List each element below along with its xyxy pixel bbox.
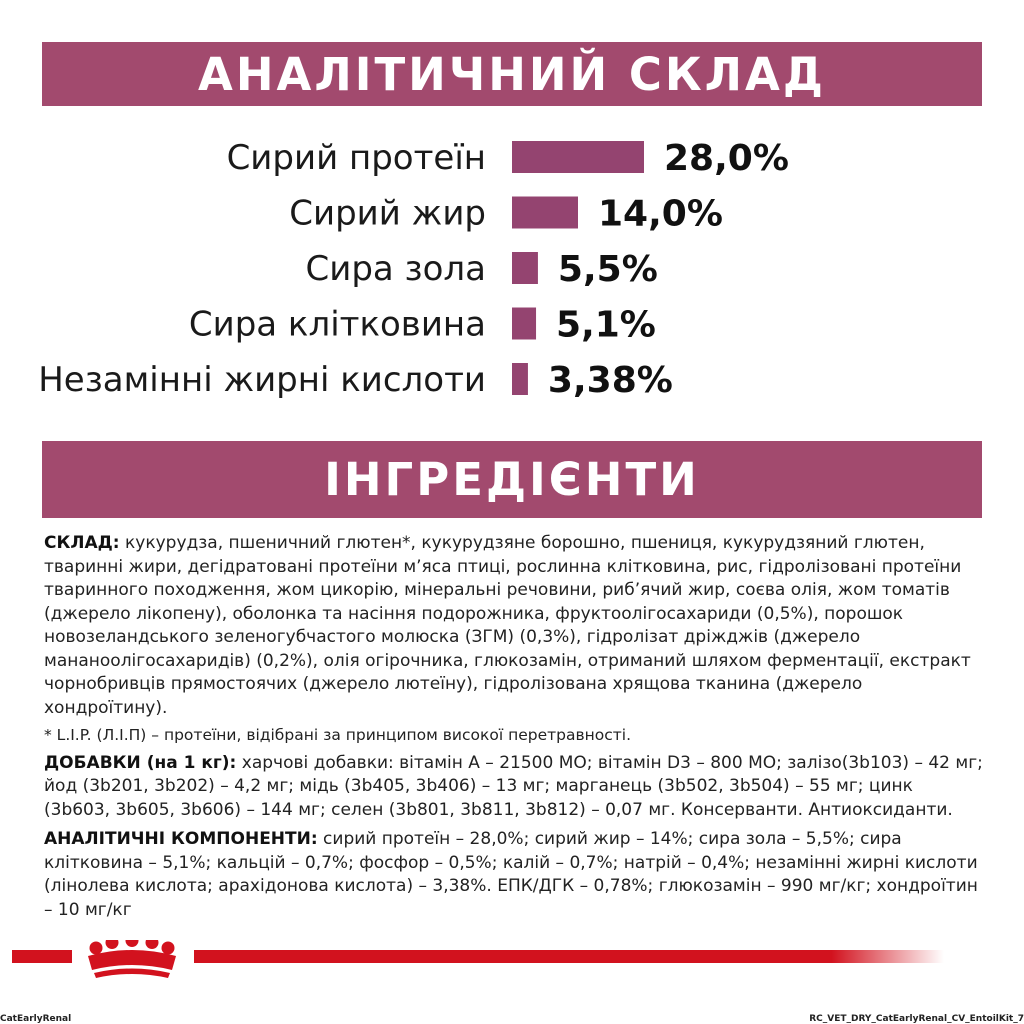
category-label: Сирий жир xyxy=(289,193,486,234)
crown-logo-icon xyxy=(88,940,176,978)
footnote: * L.I.P. (Л.І.П) – протеїни, відібрані за принципом високої перетравності. xyxy=(44,726,632,744)
analytic-composition-title: АНАЛІТИЧНИЙ СКЛАД xyxy=(198,48,826,101)
ingredients-title: ІНГРЕДІЄНТИ xyxy=(324,453,700,506)
analytic-components-text: сирий протеїн – 28,0%; сирий жир – 14%; сира зола – 5,5%; сира клітковина – 5,1%; кальцій – 0,7%; фосфор – 0,5%; калій – 0,7%; натрій – 0,4%; незамінні жирні кислоти (лінолева кислота; арахідонова кислота) – 3,38%. ЕПК/ДГК – 0,78%; глюкозамін – 990 мг/кг; хондроїтин – 10 мг/кг xyxy=(44,829,978,920)
analytic-bar-chart xyxy=(0,120,1024,420)
value-label: 28,0% xyxy=(664,138,789,179)
footer-brand-strip xyxy=(0,940,1024,980)
value-label: 3,38% xyxy=(547,360,673,401)
analytic-components-paragraph xyxy=(44,828,984,922)
value-label: 5,1% xyxy=(556,304,656,346)
composition-paragraph xyxy=(44,532,984,720)
value-label: 5,5% xyxy=(557,249,658,290)
analytic-composition-banner xyxy=(42,42,982,106)
footer-right-code: RC_VET_DRY_CatEarlyRenal_CV_EntoilKit_7 xyxy=(809,1014,1024,1024)
composition-label: СКЛАД: xyxy=(44,533,120,553)
analytic-components-label: АНАЛІТИЧНІ КОМПОНЕНТИ: xyxy=(44,829,318,849)
footer-line-right xyxy=(194,950,944,963)
category-label: Сира клітковина xyxy=(188,304,486,345)
bar xyxy=(512,308,536,340)
category-label: Сирий протеїн xyxy=(226,138,486,178)
bar xyxy=(512,141,644,173)
category-label: Сира зола xyxy=(305,249,486,289)
footer-line-left xyxy=(12,950,72,963)
additives-paragraph xyxy=(44,752,984,823)
value-label: 14,0% xyxy=(598,193,723,235)
composition-text: кукурудза, пшеничний глютен*, кукурудзяне борошно, пшениця, кукурудзяний глютен, тваринні жири, дегідратовані протеїни м’яса птиці, рослинна клітковина, рис, гідролізовані протеїни тваринного походження, жом цикорію, мінеральні речовини, риб’ячий жир, соєва олія, жом томатів (джерело лікопену), оболонка та насіння подорожника, фруктоолігосахариди (0,5%), порошок новозеландського зеленогубчастого молюска (ЗГМ) (0,3%), гідролізат дріжджів (джерело мананоолігосахаридів) (0,2%), олія огірочника, глюкозамін, отриманий шляхом ферментації, екстракт чорнобривців прямостоячих (джерело лютеїну), гідролізована хрящова тканина (джерело хондроїтину). xyxy=(44,533,971,718)
ingredients-text-block xyxy=(44,532,984,922)
bar xyxy=(512,197,578,229)
footer-left-code: CatEarlyRenal xyxy=(0,1014,72,1024)
category-label: Незамінні жирні кислоти xyxy=(38,360,486,400)
bar xyxy=(512,363,528,395)
bar xyxy=(512,252,538,284)
ingredients-banner xyxy=(42,441,982,518)
additives-text: харчові добавки: вітамін А – 21500 МО; вітамін D3 – 800 МО; залізо(3b103) – 42 мг; йод (3b201, 3b202) – 4,2 мг; мідь (3b405, 3b406) – 13 мг; марганець (3b502, 3b504) – 55 мг; цинк (3b603, 3b605, 3b606) – 144 мг; селен (3b801, 3b811, 3b812) – 0,07 мг. Консерванти. Антиоксиданти. xyxy=(44,752,983,820)
additives-label: ДОБАВКИ (на 1 кг): xyxy=(44,752,237,773)
